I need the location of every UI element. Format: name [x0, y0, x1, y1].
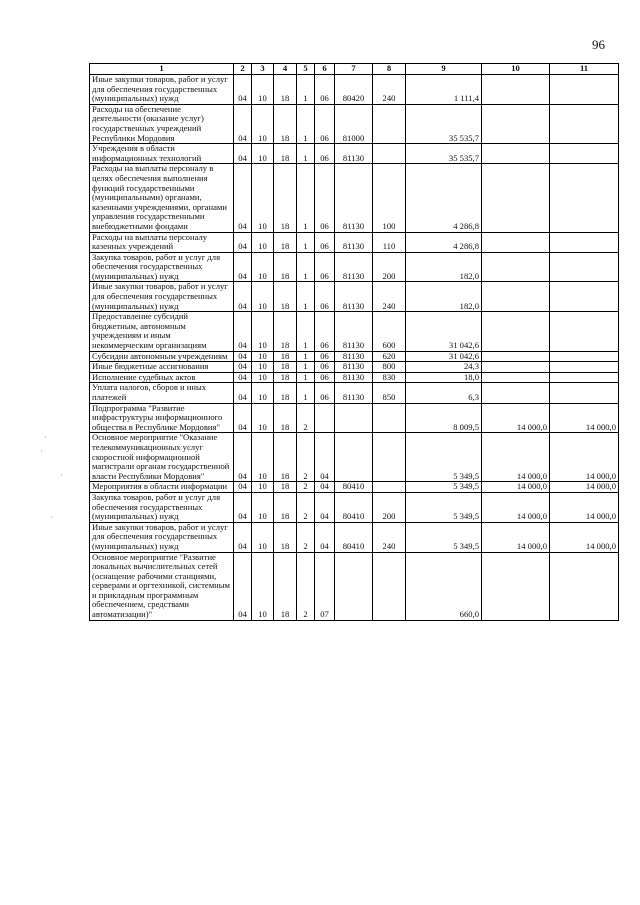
amount-col10	[482, 144, 550, 164]
subsection-code: 10	[252, 492, 274, 522]
section-code: 04	[234, 144, 252, 164]
amount-col11: 14 000,0	[550, 433, 619, 482]
program-code: 18	[274, 522, 297, 552]
amount-col11	[550, 164, 619, 232]
subsection-code: 10	[252, 383, 274, 403]
subsection-code: 10	[252, 144, 274, 164]
table-row	[90, 312, 619, 351]
program-code: 18	[274, 104, 297, 143]
column-header-9: 9	[406, 64, 482, 75]
subprogram-code: 2	[297, 482, 315, 493]
amount-col9: 1 111,4	[406, 75, 482, 105]
program-code: 18	[274, 372, 297, 383]
event-code: 06	[315, 232, 335, 252]
table-header-row	[90, 64, 619, 75]
amount-col11	[550, 312, 619, 351]
section-code: 04	[234, 312, 252, 351]
item-name: Предоставление субсидий бюджетным, автономным учреждениям и иным некоммерческим организациям	[90, 312, 234, 351]
amount-col10	[482, 552, 550, 620]
program-code: 18	[274, 232, 297, 252]
expense-type-code: 620	[373, 351, 406, 362]
scan-speck: ·	[60, 470, 63, 480]
table-row	[90, 522, 619, 552]
event-code: 04	[315, 492, 335, 522]
item-name: Основное мероприятие "Развитие локальных вычислительных сетей (оснащение рабочими станциями, серверами и оргтехникой, системным и прикладным программным обеспечением, средствами автоматизации)"	[90, 552, 234, 620]
expense-type-code: 100	[373, 164, 406, 232]
subprogram-code: 2	[297, 522, 315, 552]
amount-col10: 14 000,0	[482, 492, 550, 522]
program-code: 18	[274, 433, 297, 482]
column-header-8: 8	[373, 64, 406, 75]
section-code: 04	[234, 351, 252, 362]
event-code: 06	[315, 351, 335, 362]
amount-col9: 31 042,6	[406, 351, 482, 362]
expense-type-code: 200	[373, 252, 406, 282]
expense-type-code	[373, 433, 406, 482]
item-name: Расходы на выплаты персоналу в целях обеспечения выполнения функций государственными (муниципальными) органами, казенными учреждениями, органами управления государственными внебюджетными фондами	[90, 164, 234, 232]
subsection-code: 10	[252, 312, 274, 351]
amount-col11: 14 000,0	[550, 492, 619, 522]
event-code: 06	[315, 144, 335, 164]
subsection-code: 10	[252, 372, 274, 383]
amount-col11	[550, 351, 619, 362]
program-code: 18	[274, 482, 297, 493]
item-name: Учреждения в области информационных технологий	[90, 144, 234, 164]
subsection-code: 10	[252, 104, 274, 143]
item-name: Мероприятия в области информации	[90, 482, 234, 493]
section-code: 04	[234, 232, 252, 252]
subprogram-code: 2	[297, 552, 315, 620]
event-code: 07	[315, 552, 335, 620]
amount-col10	[482, 383, 550, 403]
amount-col11: 14 000,0	[550, 522, 619, 552]
program-code: 18	[274, 403, 297, 433]
item-name: Субсидии автономным учреждениям	[90, 351, 234, 362]
program-code: 18	[274, 383, 297, 403]
scan-speck: ·	[50, 512, 53, 522]
amount-col9: 24,3	[406, 362, 482, 373]
scan-speck: ·	[44, 432, 47, 442]
amount-col10: 14 000,0	[482, 433, 550, 482]
subsection-code: 10	[252, 75, 274, 105]
direction-code: 81130	[335, 252, 373, 282]
amount-col9: 5 349,5	[406, 492, 482, 522]
direction-code: 80410	[335, 482, 373, 493]
amount-col11: 14 000,0	[550, 482, 619, 493]
direction-code: 81130	[335, 144, 373, 164]
table-row	[90, 552, 619, 620]
amount-col10: 14 000,0	[482, 482, 550, 493]
column-header-5: 5	[297, 64, 315, 75]
subprogram-code: 2	[297, 403, 315, 433]
section-code: 04	[234, 492, 252, 522]
table-row	[90, 232, 619, 252]
program-code: 18	[274, 552, 297, 620]
expense-type-code: 600	[373, 312, 406, 351]
program-code: 18	[274, 144, 297, 164]
item-name: Расходы на выплаты персоналу казенных учреждений	[90, 232, 234, 252]
column-header-11: 11	[550, 64, 619, 75]
subsection-code: 10	[252, 164, 274, 232]
section-code: 04	[234, 383, 252, 403]
program-code: 18	[274, 252, 297, 282]
amount-col11	[550, 282, 619, 312]
section-code: 04	[234, 362, 252, 373]
expense-type-code	[373, 144, 406, 164]
section-code: 04	[234, 552, 252, 620]
amount-col9: 6,3	[406, 383, 482, 403]
amount-col11: 14 000,0	[550, 403, 619, 433]
subsection-code: 10	[252, 252, 274, 282]
expense-type-code: 800	[373, 362, 406, 373]
amount-col10	[482, 75, 550, 105]
direction-code: 81130	[335, 372, 373, 383]
event-code: 06	[315, 383, 335, 403]
amount-col11	[550, 362, 619, 373]
direction-code	[335, 433, 373, 482]
section-code: 04	[234, 522, 252, 552]
amount-col10: 14 000,0	[482, 522, 550, 552]
amount-col10	[482, 232, 550, 252]
amount-col11	[550, 383, 619, 403]
table-row	[90, 433, 619, 482]
subprogram-code: 1	[297, 252, 315, 282]
expense-type-code	[373, 552, 406, 620]
section-code: 04	[234, 372, 252, 383]
subsection-code: 10	[252, 282, 274, 312]
amount-col11	[550, 252, 619, 282]
page-number: 96	[592, 37, 605, 52]
item-name: Иные бюджетные ассигнования	[90, 362, 234, 373]
expense-type-code	[373, 482, 406, 493]
table-row	[90, 383, 619, 403]
item-name: Иные закупки товаров, работ и услуг для обеспечения государственных (муниципальных) нужд	[90, 282, 234, 312]
table-row	[90, 492, 619, 522]
program-code: 18	[274, 312, 297, 351]
subsection-code: 10	[252, 482, 274, 493]
table-row	[90, 482, 619, 493]
program-code: 18	[274, 75, 297, 105]
amount-col9: 18,0	[406, 372, 482, 383]
direction-code: 81130	[335, 383, 373, 403]
subprogram-code: 1	[297, 362, 315, 373]
event-code: 06	[315, 252, 335, 282]
subprogram-code: 1	[297, 372, 315, 383]
amount-col11	[550, 75, 619, 105]
expense-type-code: 240	[373, 75, 406, 105]
amount-col10	[482, 282, 550, 312]
direction-code: 81130	[335, 351, 373, 362]
event-code: 06	[315, 282, 335, 312]
subsection-code: 10	[252, 362, 274, 373]
amount-col11	[550, 552, 619, 620]
subprogram-code: 1	[297, 351, 315, 362]
section-code: 04	[234, 403, 252, 433]
expense-type-code: 200	[373, 492, 406, 522]
amount-col10	[482, 372, 550, 383]
subprogram-code: 1	[297, 75, 315, 105]
table-row	[90, 372, 619, 383]
amount-col9: 5 349,5	[406, 433, 482, 482]
program-code: 18	[274, 282, 297, 312]
subsection-code: 10	[252, 433, 274, 482]
table-row	[90, 252, 619, 282]
program-code: 18	[274, 164, 297, 232]
column-header-3: 3	[252, 64, 274, 75]
amount-col9: 5 349,5	[406, 482, 482, 493]
direction-code	[335, 552, 373, 620]
amount-col11	[550, 232, 619, 252]
subsection-code: 10	[252, 522, 274, 552]
subprogram-code: 1	[297, 282, 315, 312]
subsection-code: 10	[252, 552, 274, 620]
item-name: Иные закупки товаров, работ и услуг для обеспечения государственных (муниципальных) нужд	[90, 75, 234, 105]
subprogram-code: 1	[297, 232, 315, 252]
amount-col9: 31 042,6	[406, 312, 482, 351]
item-name: Исполнение судебных актов	[90, 372, 234, 383]
column-header-2: 2	[234, 64, 252, 75]
amount-col9: 182,0	[406, 252, 482, 282]
section-code: 04	[234, 75, 252, 105]
column-header-6: 6	[315, 64, 335, 75]
column-header-7: 7	[335, 64, 373, 75]
table-row	[90, 282, 619, 312]
subprogram-code: 2	[297, 433, 315, 482]
event-code: 04	[315, 433, 335, 482]
amount-col10	[482, 312, 550, 351]
table-row	[90, 362, 619, 373]
direction-code: 81130	[335, 312, 373, 351]
subprogram-code: 1	[297, 383, 315, 403]
expense-type-code: 830	[373, 372, 406, 383]
amount-col9: 35 535,7	[406, 144, 482, 164]
subprogram-code: 1	[297, 104, 315, 143]
event-code: 06	[315, 372, 335, 383]
event-code: 06	[315, 164, 335, 232]
item-name: Закупка товаров, работ и услуг для обеспечения государственных (муниципальных) нужд	[90, 252, 234, 282]
column-header-1: 1	[90, 64, 234, 75]
amount-col9: 182,0	[406, 282, 482, 312]
direction-code: 81130	[335, 282, 373, 312]
amount-col11	[550, 104, 619, 143]
item-name: Закупка товаров, работ и услуг для обеспечения государственных (муниципальных) нужд	[90, 492, 234, 522]
table-row	[90, 75, 619, 105]
program-code: 18	[274, 351, 297, 362]
program-code: 18	[274, 362, 297, 373]
amount-col9: 8 009,5	[406, 403, 482, 433]
amount-col9: 5 349,5	[406, 522, 482, 552]
amount-col9: 35 535,7	[406, 104, 482, 143]
event-code: 04	[315, 522, 335, 552]
item-name: Подпрограмма "Развитие инфраструктуры информационного общества в Республике Мордовия"	[90, 403, 234, 433]
expense-type-code: 240	[373, 522, 406, 552]
table-row	[90, 351, 619, 362]
direction-code: 81130	[335, 164, 373, 232]
amount-col10: 14 000,0	[482, 403, 550, 433]
budget-table	[89, 63, 619, 621]
event-code: 06	[315, 362, 335, 373]
column-header-4: 4	[274, 64, 297, 75]
section-code: 04	[234, 104, 252, 143]
section-code: 04	[234, 433, 252, 482]
expense-type-code: 240	[373, 282, 406, 312]
expense-type-code	[373, 403, 406, 433]
table-row	[90, 104, 619, 143]
direction-code: 80410	[335, 522, 373, 552]
subsection-code: 10	[252, 403, 274, 433]
item-name: Уплата налогов, сборов и иных платежей	[90, 383, 234, 403]
amount-col9: 4 286,8	[406, 232, 482, 252]
subprogram-code: 1	[297, 144, 315, 164]
section-code: 04	[234, 252, 252, 282]
section-code: 04	[234, 164, 252, 232]
table-row	[90, 164, 619, 232]
section-code: 04	[234, 282, 252, 312]
section-code: 04	[234, 482, 252, 493]
item-name: Основное мероприятие "Оказание телекоммуникационных услуг скоростной информационной магистрали органам государственной власти Республики Мордовия"	[90, 433, 234, 482]
direction-code: 80420	[335, 75, 373, 105]
subprogram-code: 1	[297, 164, 315, 232]
direction-code: 81000	[335, 104, 373, 143]
expense-type-code: 850	[373, 383, 406, 403]
table-row	[90, 403, 619, 433]
amount-col10	[482, 351, 550, 362]
expense-type-code	[373, 104, 406, 143]
item-name: Расходы на обеспечение деятельности (оказание услуг) государственных учреждений Республики Мордовия	[90, 104, 234, 143]
direction-code: 81130	[335, 232, 373, 252]
subsection-code: 10	[252, 351, 274, 362]
event-code	[315, 403, 335, 433]
scan-speck: ·	[40, 446, 43, 456]
amount-col10	[482, 252, 550, 282]
event-code: 06	[315, 75, 335, 105]
amount-col9: 660,0	[406, 552, 482, 620]
amount-col11	[550, 144, 619, 164]
amount-col9: 4 286,8	[406, 164, 482, 232]
table-row	[90, 144, 619, 164]
expense-type-code: 110	[373, 232, 406, 252]
program-code: 18	[274, 492, 297, 522]
table-body	[90, 75, 619, 621]
amount-col10	[482, 104, 550, 143]
event-code: 06	[315, 104, 335, 143]
event-code: 06	[315, 312, 335, 351]
item-name: Иные закупки товаров, работ и услуг для обеспечения государственных (муниципальных) нужд	[90, 522, 234, 552]
direction-code: 80410	[335, 492, 373, 522]
column-header-10: 10	[482, 64, 550, 75]
subprogram-code: 2	[297, 492, 315, 522]
amount-col10	[482, 164, 550, 232]
subsection-code: 10	[252, 232, 274, 252]
subprogram-code: 1	[297, 312, 315, 351]
direction-code	[335, 403, 373, 433]
event-code: 04	[315, 482, 335, 493]
amount-col10	[482, 362, 550, 373]
amount-col11	[550, 372, 619, 383]
direction-code: 81130	[335, 362, 373, 373]
